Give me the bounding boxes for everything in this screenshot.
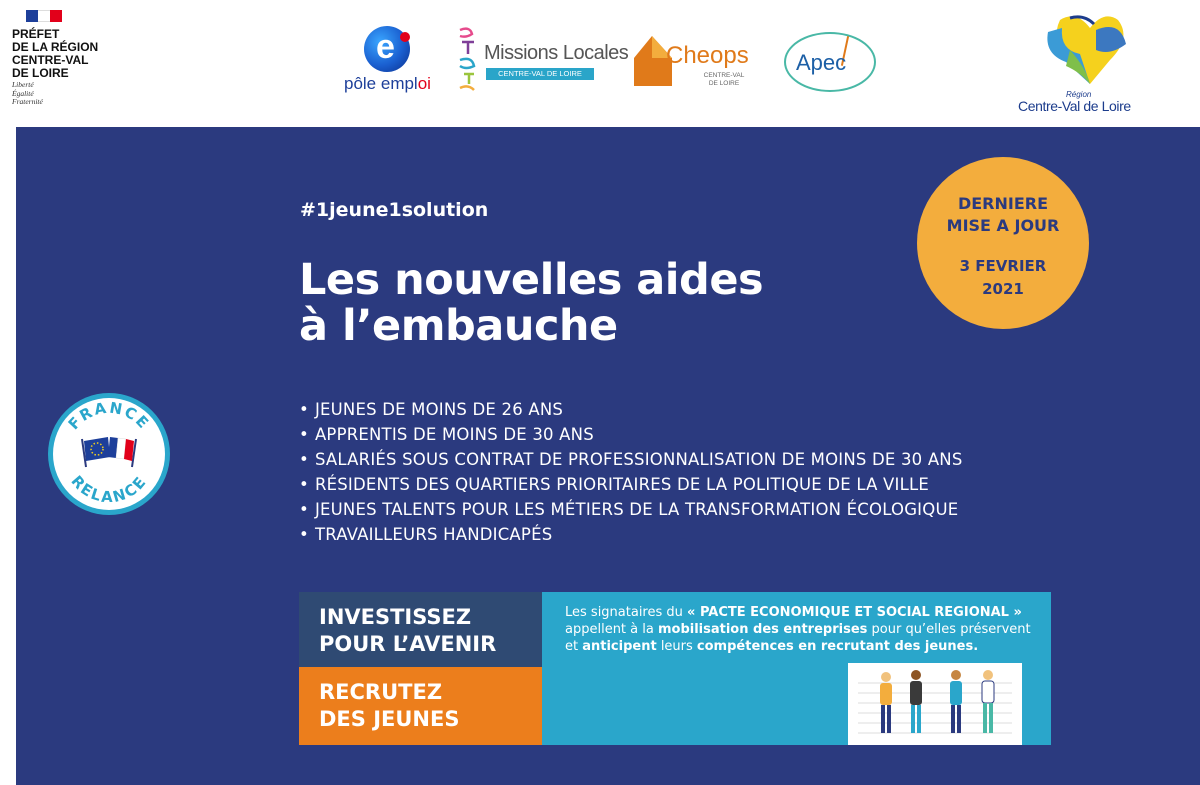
pole-emploi-dot-icon (400, 32, 410, 42)
missions-locales-mark-icon (456, 26, 482, 94)
update-badge-label: DERNIERE MISE A JOUR (946, 194, 1060, 235)
region-centre-val-de-loire-logo (1010, 10, 1160, 115)
list-item: • SALARIÉS SOUS CONTRAT DE PROFESSIONNALISATION DE MOINS DE 30 ANS (299, 447, 963, 472)
pacte-text: Les signataires du « PACTE ECONOMIQUE ET SOCIAL REGIONAL » appellent à la mobilisation des entreprises pour qu’elles préservent et anticipent leurs compétences en recrutant des jeunes. (565, 605, 1031, 654)
list-item: • JEUNES DE MOINS DE 26 ANS (299, 397, 963, 422)
cheops-subtitle: CENTRE-VAL DE LOIRE (703, 72, 745, 87)
people-illustration (848, 663, 1022, 745)
apec-title: Apec (796, 50, 847, 75)
recrutez-text: RECRUTEZ DES JEUNES (319, 680, 460, 731)
list-item: • APPRENTIS DE MOINS DE 30 ANS (299, 422, 963, 447)
pacte-block (542, 592, 1051, 745)
hashtag: #1jeune1solution (300, 199, 489, 221)
apec-logo (782, 30, 882, 94)
header (0, 0, 1200, 127)
list-item: • RÉSIDENTS DES QUARTIERS PRIORITAIRES DE LA POLITIQUE DE LA VILLE (299, 472, 963, 497)
update-badge (917, 157, 1089, 329)
missions-locales-subtitle: CENTRE-VAL DE LOIRE (486, 68, 594, 80)
people-illustration-icon (848, 663, 1022, 745)
pole-emploi-text: pôle emploi (344, 74, 431, 93)
prefet-motto: Liberté Égalité Fraternité (12, 80, 43, 106)
prefet-logo (12, 10, 132, 107)
france-relance-logo (46, 391, 172, 517)
france-relance-top-text: FRANCE (64, 398, 154, 434)
marianne-flag-icon (26, 10, 62, 22)
list-item: • TRAVAILLEURS HANDICAPÉS (299, 522, 963, 547)
call-to-action-panel (299, 592, 1051, 745)
pole-emploi-logo (340, 26, 436, 96)
recrutez-block (299, 667, 542, 745)
beneficiaries-list (299, 397, 963, 547)
missions-locales-title: Missions Locales (484, 42, 629, 64)
investissez-text: INVESTISSEZ POUR L’AVENIR (319, 605, 497, 656)
update-badge-date: 3 FEVRIER 2021 (959, 257, 1047, 298)
france-relance-bottom-text: RELANCE (67, 472, 151, 507)
missions-locales-logo (456, 26, 629, 96)
main-banner (16, 127, 1200, 785)
list-item: • JEUNES TALENTS POUR LES MÉTIERS DE LA TRANSFORMATION ÉCOLOGIQUE (299, 497, 963, 522)
region-small-label: Région (1066, 90, 1092, 99)
prefet-title: PRÉFET DE LA RÉGION CENTRE-VAL DE LOIRE (12, 27, 99, 80)
cheops-logo (632, 34, 752, 90)
page-title: Les nouvelles aides à l’embauche (299, 255, 764, 351)
region-heart-icon (1040, 10, 1140, 90)
investissez-block (299, 592, 542, 667)
region-name: Centre-Val de Loire (1018, 98, 1131, 114)
cheops-title: Cheops (666, 42, 749, 69)
